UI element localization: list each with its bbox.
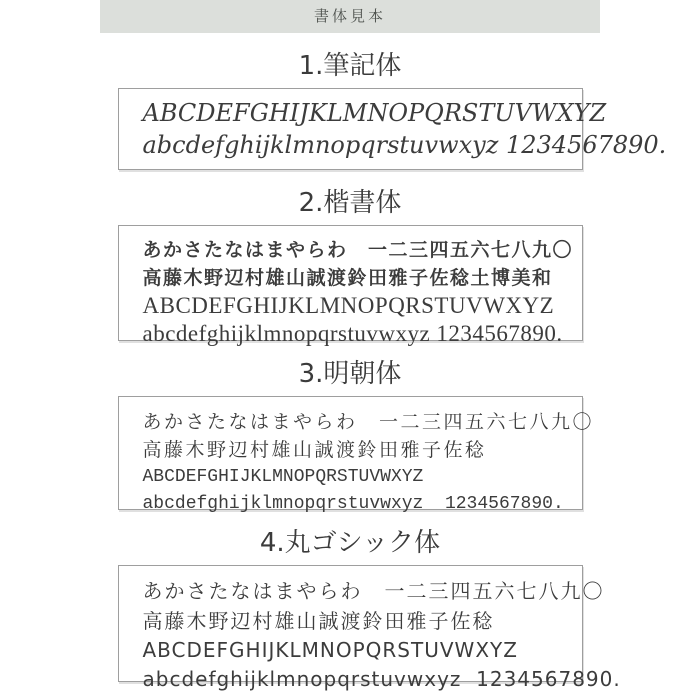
section-maru-gothic-sample-box <box>118 565 621 691</box>
section-maru-gothic <box>0 526 700 691</box>
sample-line-kana-numerals: あかさたなはまやらわ 一二三四五六七八九〇 <box>142 411 595 433</box>
section-kaisho <box>0 186 700 346</box>
sample-line-kana-numerals: あかさたなはまやらわ 一二三四五六七八九〇 <box>142 239 574 261</box>
section-mincho <box>0 357 700 514</box>
sample-line-uppercase: ABCDEFGHIJKLMNOPQRSTUVWXYZ <box>142 467 424 487</box>
section-kaisho-heading: 2.楷書体 <box>298 188 402 218</box>
section-maru-gothic-heading: 4.丸ゴシック体 <box>259 528 441 558</box>
sample-line-kanji: 高藤木野辺村雄山誠渡鈴田雅子佐稔 <box>142 609 495 633</box>
sample-line-uppercase: ABCDEFGHIJKLMNOPQRSTUVWXYZ <box>142 293 555 318</box>
sample-line-lowercase-digits: abcdefghijklmnopqrstuvwxyz 1234567890. <box>142 321 563 346</box>
section-kaisho-sample-box <box>118 225 583 346</box>
section-cursive-heading: 1.筆記体 <box>298 51 402 81</box>
sample-line-kanji: 高藤木野辺村雄山誠渡鈴田雅子佐稔土博美和 <box>142 267 553 289</box>
section-cursive-sample-box <box>118 88 667 170</box>
sample-line-lowercase-digits: abcdefghijklmnopqrstuvwxyz 1234567890. <box>142 494 564 514</box>
sample-line-uppercase: ABCDEFGHIJKLMNOPQRSTUVWXYZ <box>142 638 518 662</box>
sample-line-lowercase-digits: abcdefghijklmnopqrstuvwxyz 1234567890. <box>142 667 621 691</box>
sample-line-lowercase-digits: abcdefghijklmnopqrstuvwxyz 1234567890. <box>142 131 667 159</box>
section-cursive <box>0 49 700 170</box>
sample-line-kanji: 高藤木野辺村雄山誠渡鈴田雅子佐稔 <box>142 439 487 461</box>
sample-line-kana-numerals: あかさたなはまやらわ 一二三四五六七八九〇 <box>142 579 605 603</box>
section-mincho-sample-box <box>118 396 595 514</box>
sample-line-uppercase: ABCDEFGHIJKLMNOPQRSTUVWXYZ <box>142 99 607 127</box>
section-mincho-heading: 3.明朝体 <box>298 359 402 389</box>
page-header <box>100 0 600 33</box>
page-title: 書体見本 <box>313 7 386 25</box>
